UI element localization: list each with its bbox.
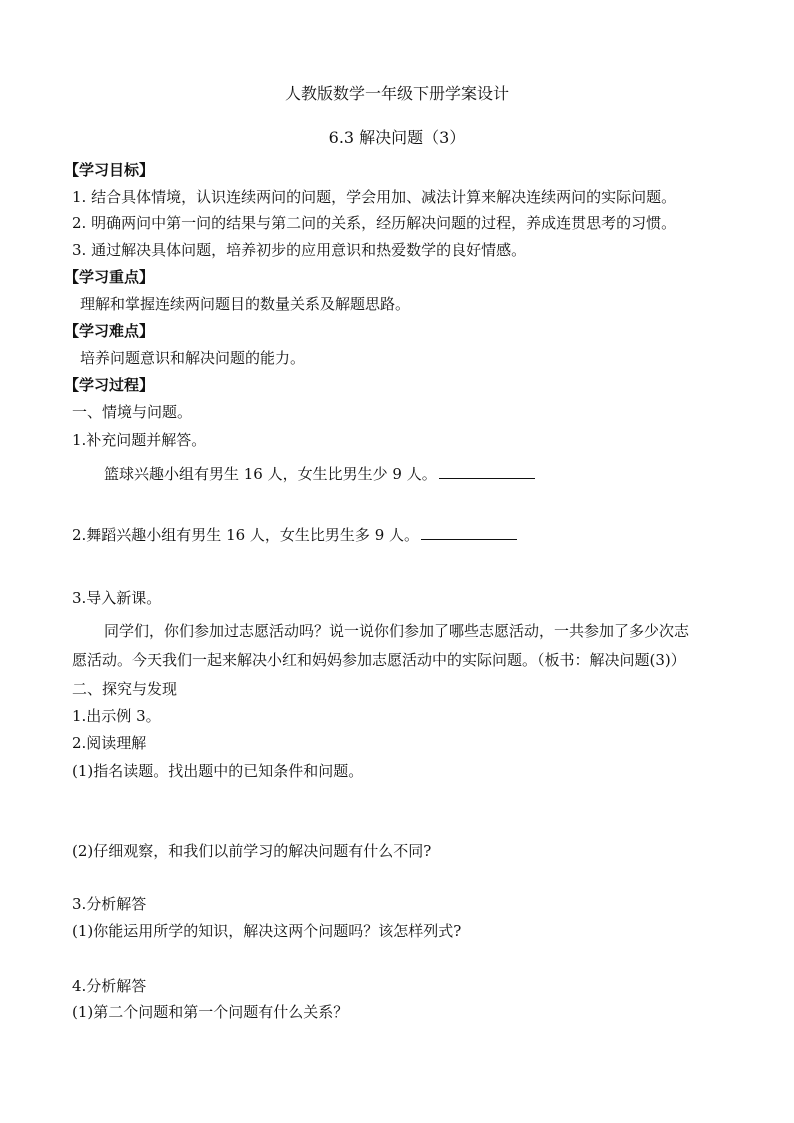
section-1-item-2 <box>72 525 517 545</box>
section-2-item-4: 4.分析解答 <box>72 977 147 995</box>
answer-blank-2[interactable] <box>421 525 517 540</box>
answer-blank-1[interactable] <box>439 464 535 479</box>
goal-2: 2. 明确两问中第一问的结果与第二问的关系，经历解决问题的过程，养成连贯思考的习惯。 <box>72 214 677 232</box>
section-2-title: 二、探究与发现 <box>72 680 178 698</box>
dance-problem-text: 2.舞蹈兴趣小组有男生 16 人，女生比男生多 9 人。 <box>72 526 420 544</box>
section-1-item-3-para-2: 愿活动。今天我们一起来解决小红和妈妈参加志愿活动中的实际问题。（板书：解决问题(3)） <box>72 651 686 669</box>
goals-heading: 【学习目标】 <box>64 161 155 179</box>
section-2-item-1: 1.出示例 3。 <box>72 707 161 725</box>
doc-subtitle: 6.3 解决问题（3） <box>328 128 466 147</box>
section-2-item-3: 3.分析解答 <box>72 895 147 913</box>
difficulty-heading: 【学习难点】 <box>64 322 155 340</box>
goal-3: 3. 通过解决具体问题，培养初步的应用意识和热爱数学的良好情感。 <box>72 241 527 259</box>
doc-title: 人教版数学一年级下册学案设计 <box>284 84 509 103</box>
section-1-title: 一、情境与问题。 <box>72 403 193 421</box>
process-heading: 【学习过程】 <box>64 376 155 394</box>
key-heading: 【学习重点】 <box>64 268 155 286</box>
basketball-problem-text: 篮球兴趣小组有男生 16 人，女生比男生少 9 人。 <box>104 465 437 483</box>
section-2-item-2-q2: (2)仔细观察，和我们以前学习的解决问题有什么不同? <box>72 842 432 860</box>
section-2-item-4-q1: (1)第二个问题和第一个问题有什么关系？ <box>72 1003 349 1021</box>
key-text: 理解和掌握连续两问题目的数量关系及解题思路。 <box>80 295 411 313</box>
section-2-item-2-q1: (1)指名读题。找出题中的已知条件和问题。 <box>72 762 364 780</box>
goal-1: 1. 结合具体情境，认识连续两问的问题，学会用加、减法计算来解决连续两问的实际问题。 <box>72 188 677 206</box>
section-1-item-3: 3.导入新课。 <box>72 589 162 607</box>
section-1-item-1: 1.补充问题并解答。 <box>72 431 207 449</box>
difficulty-text: 培养问题意识和解决问题的能力。 <box>80 349 306 367</box>
section-2-item-2: 2.阅读理解 <box>72 734 147 752</box>
section-1-item-3-para-1: 同学们，你们参加过志愿活动吗？说一说你们参加了哪些志愿活动，一共参加了多少次志 <box>104 622 690 640</box>
section-2-item-3-q1: (1)你能运用所学的知识，解决这两个问题吗？该怎样列式? <box>72 922 462 940</box>
section-1-item-1-text <box>104 464 535 484</box>
